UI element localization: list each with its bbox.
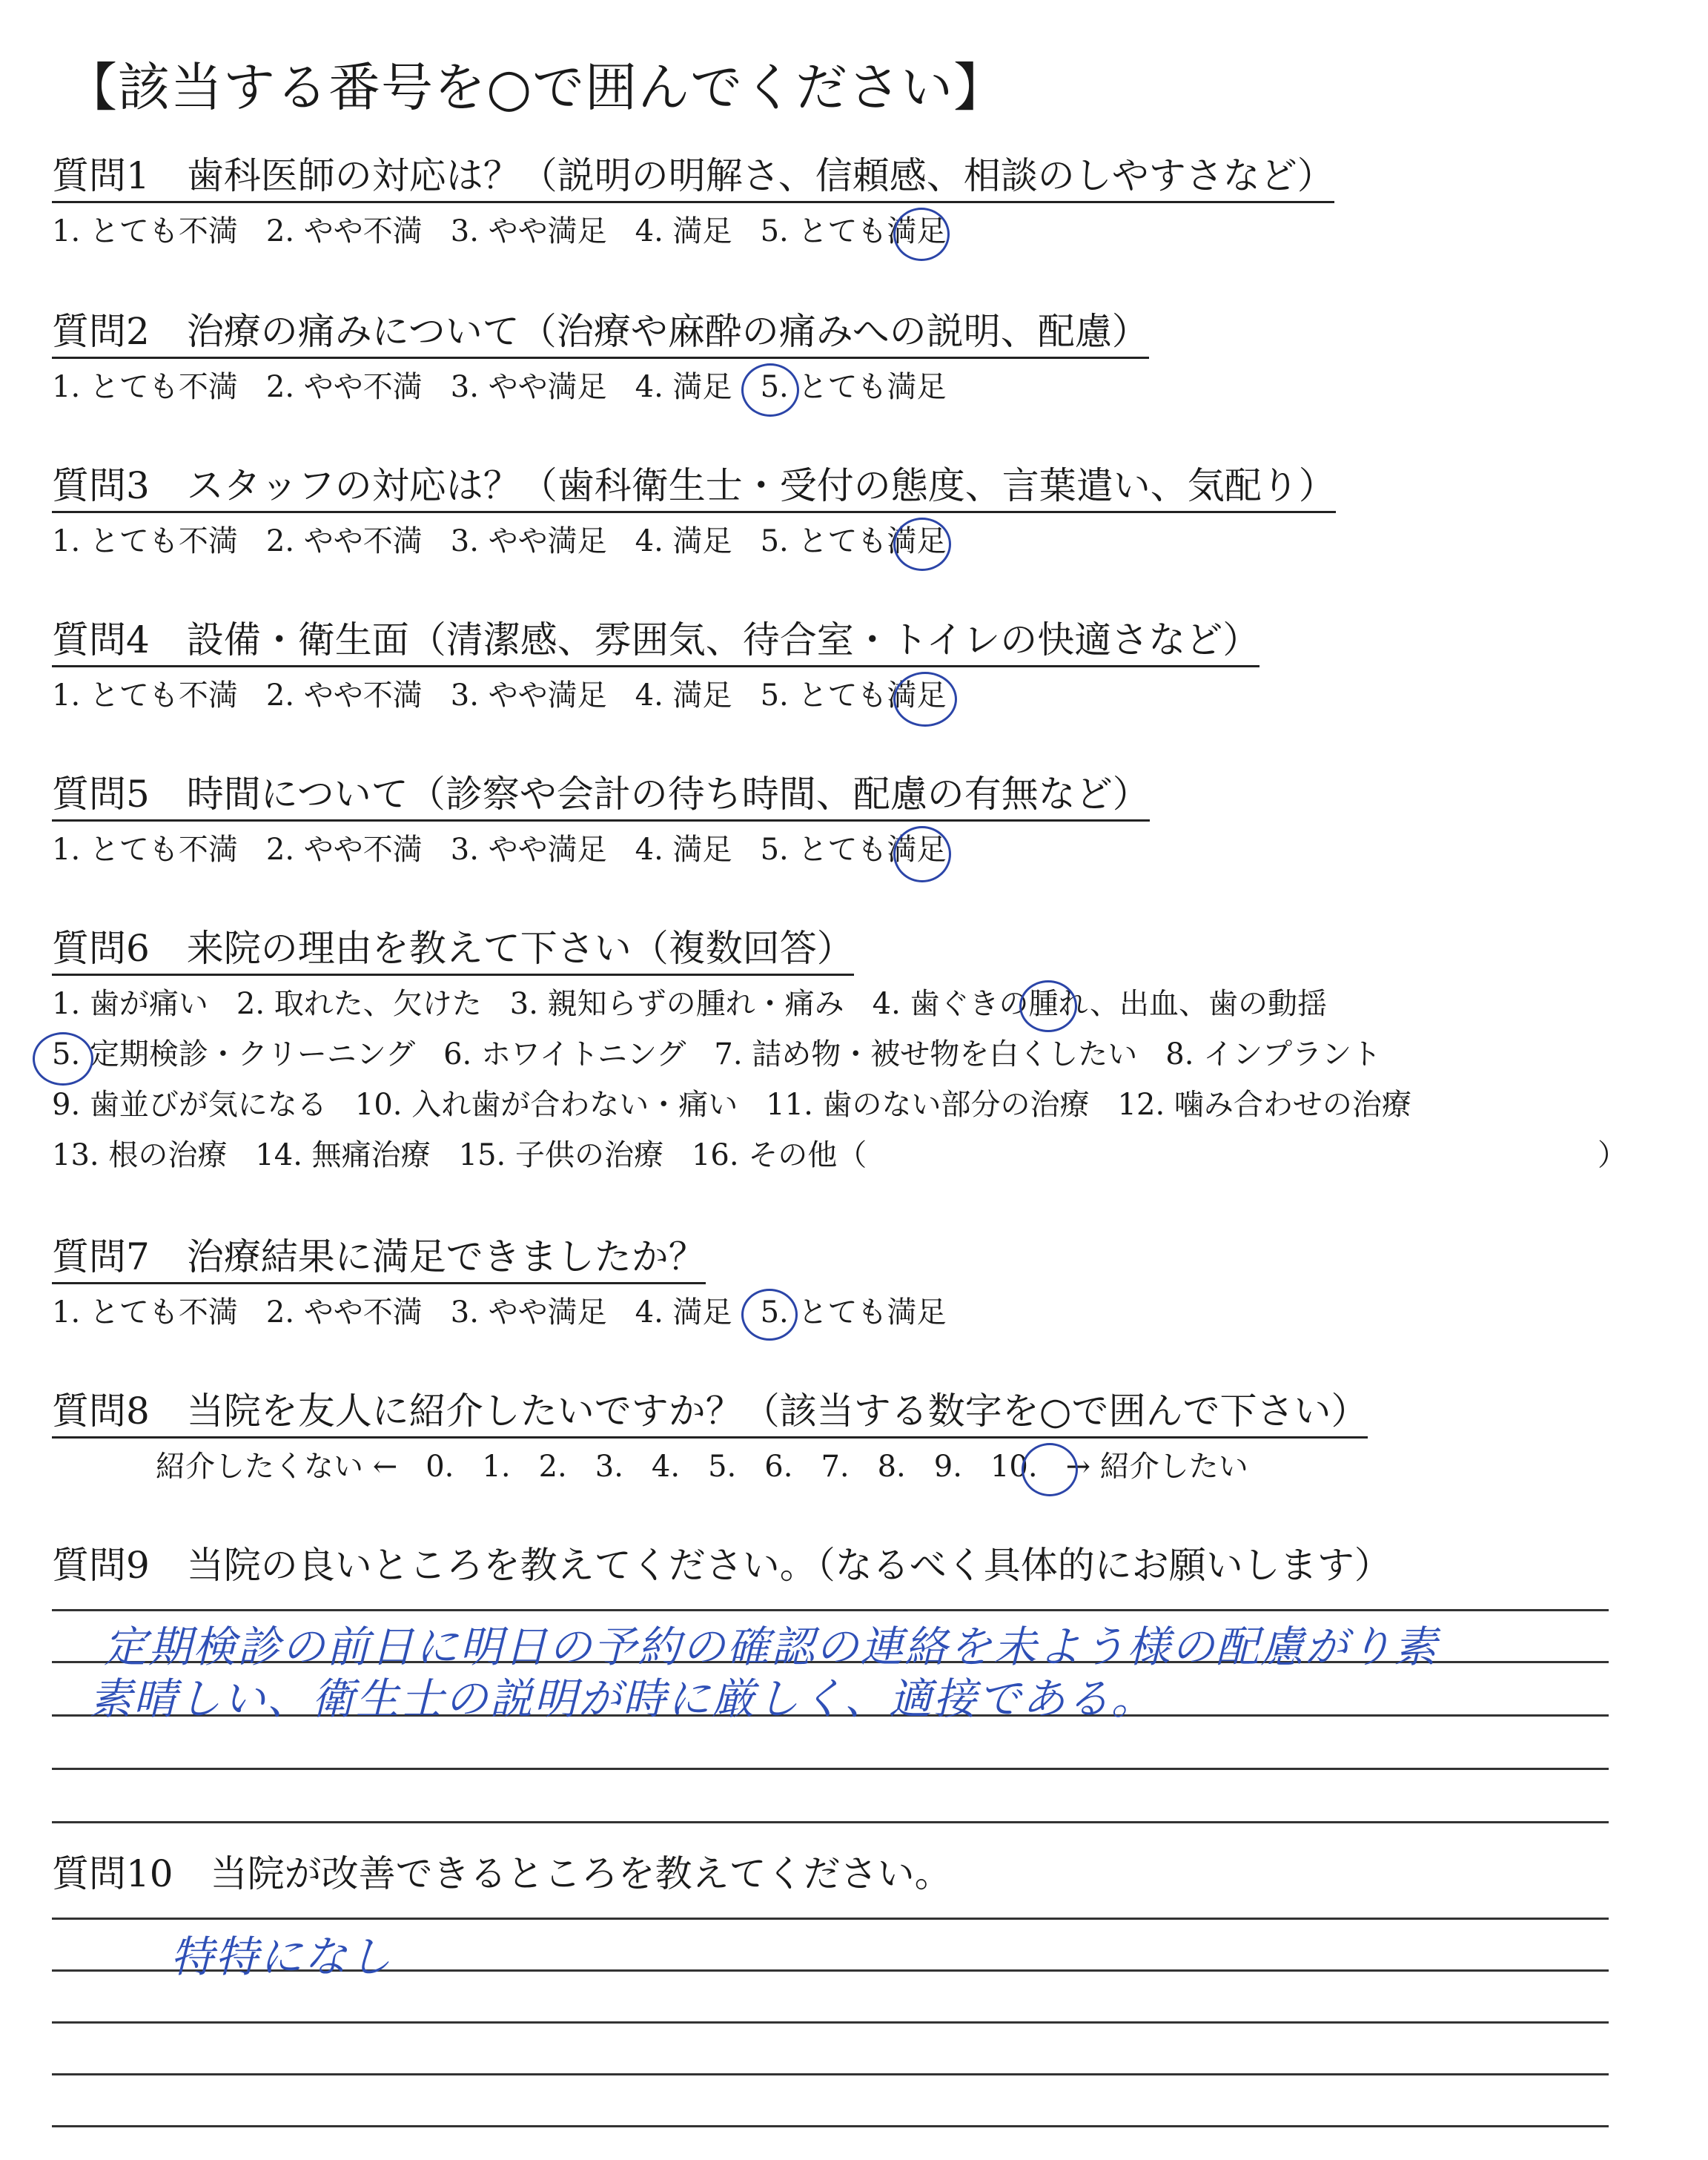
q6-answer-circle-5 xyxy=(33,1032,93,1086)
q7-option-5[interactable]: 5. とても満足 xyxy=(760,1295,947,1330)
q8-scale-1[interactable]: 1. xyxy=(482,1450,511,1484)
q4-answer-circle xyxy=(893,672,957,727)
q10-title: 質問10 当院が改善できるところを教えてください。 xyxy=(52,1852,952,1895)
q6-title: 質問6 来院の理由を教えて下さい（複数回答） xyxy=(52,928,854,976)
q6-option-2[interactable]: 2. 取れた、欠けた xyxy=(236,987,482,1021)
q6-option-9[interactable]: 9. 歯並びが気になる xyxy=(52,1088,327,1122)
q6-row-4 xyxy=(52,1137,867,1173)
q3-options xyxy=(52,524,946,559)
q8-scale-0[interactable]: 0. xyxy=(426,1450,454,1484)
q2-answer-circle xyxy=(741,363,799,417)
q10-answer-line-1 xyxy=(52,1918,1609,1920)
q5-options xyxy=(52,832,946,868)
q6-option-11[interactable]: 11. 歯のない部分の治療 xyxy=(766,1088,1090,1122)
q6-option-6[interactable]: 6. ホワイトニング xyxy=(443,1037,686,1071)
q9-answer-line-1 xyxy=(52,1609,1609,1611)
q2-option-3[interactable]: 3. やや満足 xyxy=(450,370,607,404)
q5-option-5[interactable]: 5. とても満足 xyxy=(760,833,947,867)
q8-scale-7[interactable]: 7. xyxy=(821,1450,850,1484)
q8-scale-8[interactable]: 8. xyxy=(877,1450,906,1484)
q4-option-1[interactable]: 1. とても不満 xyxy=(52,678,238,713)
q8-scale-6[interactable]: 6. xyxy=(764,1450,793,1484)
q4-option-2[interactable]: 2. やや不満 xyxy=(265,678,423,713)
q1-option-1[interactable]: 1. とても不満 xyxy=(52,214,238,248)
q8-scale-2[interactable]: 2. xyxy=(538,1450,567,1484)
q3-option-3[interactable]: 3. やや満足 xyxy=(450,524,607,558)
q4-options xyxy=(52,678,946,713)
q5-option-4[interactable]: 4. 満足 xyxy=(635,833,732,867)
q4-option-5[interactable]: 5. とても満足 xyxy=(760,678,947,713)
q10-handwritten-answer: 特特になし xyxy=(171,1932,394,1982)
q1-option-5[interactable]: 5. とても満足 xyxy=(760,214,947,248)
q6-option-14[interactable]: 14. 無痛治療 xyxy=(255,1138,431,1172)
q10-answer-line-5 xyxy=(52,2125,1609,2127)
q7-option-1[interactable]: 1. とても不満 xyxy=(52,1295,238,1330)
q8-answer-circle xyxy=(1022,1443,1078,1496)
q8-scale-4[interactable]: 4. xyxy=(651,1450,681,1484)
q6-other-close-paren: ） xyxy=(1598,1138,1627,1172)
q9-handwritten-answer-2: 素晴しい、衛生士の説明が時に厳しく、適接である。 xyxy=(89,1674,1156,1724)
q6-option-7[interactable]: 7. 詰め物・被せ物を白くしたい xyxy=(714,1037,1138,1071)
q2-option-1[interactable]: 1. とても不満 xyxy=(52,370,238,404)
q3-option-5[interactable]: 5. とても満足 xyxy=(760,524,947,558)
q7-option-3[interactable]: 3. やや満足 xyxy=(450,1295,607,1330)
q2-option-2[interactable]: 2. やや不満 xyxy=(265,370,423,404)
q4-title: 質問4 設備・衛生面（清潔感、雰囲気、待合室・トイレの快適さなど） xyxy=(52,620,1260,667)
q2-options xyxy=(52,369,946,405)
q1-title: 質問1 歯科医師の対応は？（説明の明解さ、信頼感、相談のしやすさなど） xyxy=(52,156,1334,203)
q3-option-2[interactable]: 2. やや不満 xyxy=(265,524,423,558)
q9-answer-line-5 xyxy=(52,1821,1609,1823)
q6-row-3 xyxy=(52,1087,1411,1123)
q10-answer-line-4 xyxy=(52,2073,1609,2075)
q7-title: 質問7 治療結果に満足できましたか？ xyxy=(52,1237,706,1284)
q6-option-13[interactable]: 13. 根の治療 xyxy=(52,1138,228,1172)
q7-options xyxy=(52,1295,946,1330)
q9-answer-line-4 xyxy=(52,1768,1609,1770)
q6-option-12[interactable]: 12. 噛み合わせの治療 xyxy=(1117,1088,1411,1122)
q4-option-4[interactable]: 4. 満足 xyxy=(635,678,732,713)
q6-answer-circle-4 xyxy=(1019,980,1077,1032)
q7-option-2[interactable]: 2. やや不満 xyxy=(265,1295,423,1330)
q6-row-2 xyxy=(52,1037,1381,1072)
q3-option-4[interactable]: 4. 満足 xyxy=(635,524,732,558)
q5-option-1[interactable]: 1. とても不満 xyxy=(52,833,238,867)
q5-title: 質問5 時間について（診察や会計の待ち時間、配慮の有無など） xyxy=(52,774,1150,822)
q2-option-4[interactable]: 4. 満足 xyxy=(635,370,732,404)
q4-option-3[interactable]: 3. やや満足 xyxy=(450,678,607,713)
q8-title: 質問8 当院を友人に紹介したいですか？（該当する数字を○で囲んで下さい） xyxy=(52,1391,1368,1439)
q6-option-10[interactable]: 10. 入れ歯が合わない・痛い xyxy=(354,1088,738,1122)
q3-title: 質問3 スタッフの対応は？（歯科衛生士・受付の態度、言葉遣い、気配り） xyxy=(52,466,1336,513)
q6-option-5[interactable]: 5. 定期検診・クリーニング xyxy=(52,1037,416,1071)
q8-scale-9[interactable]: 9. xyxy=(933,1450,962,1484)
q6-option-1[interactable]: 1. 歯が痛い xyxy=(52,987,208,1021)
q8-scale-5[interactable]: 5. xyxy=(708,1450,737,1484)
q5-option-2[interactable]: 2. やや不満 xyxy=(265,833,423,867)
q8-scale-10[interactable]: 10. xyxy=(990,1450,1038,1484)
q8-right-label: → 紹介したい xyxy=(1065,1450,1248,1484)
q1-option-2[interactable]: 2. やや不満 xyxy=(265,214,423,248)
q8-left-label: 紹介したくない ← xyxy=(156,1450,398,1484)
q3-option-1[interactable]: 1. とても不満 xyxy=(52,524,238,558)
q8-scale xyxy=(156,1449,1248,1484)
q2-option-5[interactable]: 5. とても満足 xyxy=(760,370,947,404)
q1-option-4[interactable]: 4. 満足 xyxy=(635,214,732,248)
q6-option-4[interactable]: 4. 歯ぐきの腫れ、出血、歯の動揺 xyxy=(872,987,1327,1021)
q6-option-8[interactable]: 8. インプラント xyxy=(1165,1037,1382,1071)
q1-option-3[interactable]: 3. やや満足 xyxy=(450,214,607,248)
q9-handwritten-answer-1: 定期検診の前日に明日の予約の確認の連絡を未よう様の配慮がり素 xyxy=(104,1622,1439,1672)
q6-row-1 xyxy=(52,986,1327,1022)
q6-option-16[interactable]: 16. その他（ xyxy=(691,1138,867,1172)
q1-options xyxy=(52,214,946,249)
q7-answer-circle xyxy=(741,1289,798,1341)
q5-answer-circle xyxy=(893,826,951,882)
q6-option-3[interactable]: 3. 親知らずの腫れ・痛み xyxy=(509,987,844,1021)
q6-option-15[interactable]: 15. 子供の治療 xyxy=(458,1138,663,1172)
q10-answer-line-3 xyxy=(52,2021,1609,2024)
q8-scale-3[interactable]: 3. xyxy=(595,1450,623,1484)
q9-title: 質問9 当院の良いところを教えてください。（なるべく具体的にお願いします） xyxy=(52,1544,1391,1587)
q1-answer-circle xyxy=(893,208,950,261)
q3-answer-circle xyxy=(893,518,951,571)
q7-option-4[interactable]: 4. 満足 xyxy=(635,1295,732,1330)
q2-title: 質問2 治療の痛みについて（治療や麻酔の痛みへの説明、配慮） xyxy=(52,311,1149,359)
q5-option-3[interactable]: 3. やや満足 xyxy=(450,833,607,867)
page-header: 【該当する番号を○で囲んでください】 xyxy=(65,57,1007,118)
